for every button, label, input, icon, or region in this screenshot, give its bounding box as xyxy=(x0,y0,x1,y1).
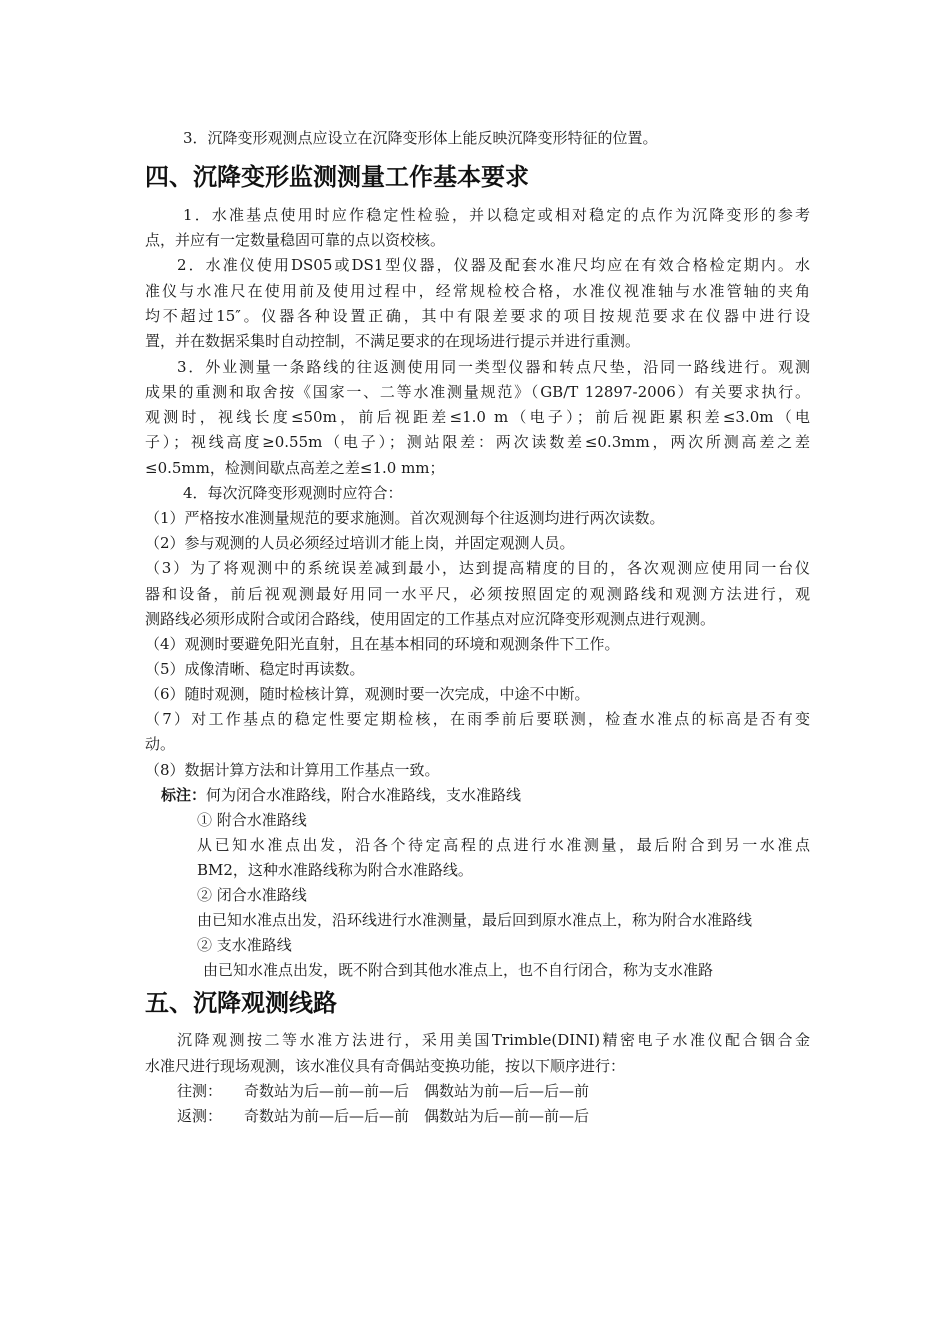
s4-p1-line-1: 1．水准基点使用时应作稳定性检验，并以稳定或相对稳定的点作为沉降变形的参考 xyxy=(183,206,810,224)
return-survey-line xyxy=(177,1106,589,1126)
s5-p1-line-2: 水准尺进行现场观测，该水准仪具有奇偶站变换功能，按以下顺序进行： xyxy=(145,1057,626,1075)
s4-p2-line-3: 均不超过15″。仪器各种设置正确，其中有限差要求的项目按规范要求在仪器中进行设 xyxy=(145,307,810,325)
requirement-item-6: （6）随时观测，随时检核计算，观测时要一次完成，中途不中断。 xyxy=(145,685,590,703)
s4-p3-line-4: 子）；视线高度≥0.55m（电子）；测站限差：两次读数差≤0.3mm，两次所测高差之差 xyxy=(145,433,810,451)
requirement-item-2: （2）参与观测的人员必须经过培训才能上岗，并固定观测人员。 xyxy=(145,534,575,552)
s4-p3-line-3: 观测时，视线长度≤50m，前后视距差≤1.0 m（电子）；前后视距累积差≤3.0m（电 xyxy=(145,408,810,426)
requirement-item-7-line-2: 动。 xyxy=(145,735,176,753)
route-1-text-line-2: BM2，这种水准路线称为附合水准路线。 xyxy=(197,861,473,879)
section-5-heading: 五、沉降观测线路 xyxy=(145,989,337,1017)
s4-p3-line-5: ≤0.5mm，检测间歇点高差之差≤1.0 mm； xyxy=(145,459,445,477)
s4-p1-line-2: 点，并应有一定数量稳固可靠的点以资校核。 xyxy=(145,231,446,249)
s5-p1-line-1: 沉降观测按二等水准方法进行，采用美国Trimble(DINI)精密电子水准仪配合铟合金 xyxy=(177,1031,810,1049)
s4-p3-line-2: 成果的重测和取舍按《国家一、二等水准测量规范》（GB/T 12897-2006）有关要求执行。 xyxy=(145,383,810,401)
return-label: 返测： xyxy=(177,1107,223,1125)
note-text: 何为闭合水准路线，附合水准路线，支水准路线 xyxy=(206,786,522,804)
requirement-item-5: （5）成像清晰、稳定时再读数。 xyxy=(145,660,365,678)
s4-p2-line-1: 2．水准仪使用DS05或DS1型仪器，仪器及配套水准尺均应在有效合格检定期内。水 xyxy=(177,256,810,274)
s4-p2-line-4: 置，并在数据采集时自动控制，不满足要求的在现场进行提示并进行重测。 xyxy=(145,332,641,350)
s4-p4-intro: 4．每次沉降变形观测时应符合： xyxy=(183,484,403,502)
forward-survey-line xyxy=(177,1081,589,1101)
requirement-item-3-line-3: 测路线必须形成附合或闭合路线，使用固定的工作基点对应沉降变形观测点进行观测。 xyxy=(145,610,716,628)
requirement-item-3-line-2: 器和设备，前后视观测最好用同一水平尺，必须按照固定的观测路线和观测方法进行，观 xyxy=(145,585,810,603)
route-2-title: ② 闭合水准路线 xyxy=(197,886,307,904)
forward-text: 奇数站为后—前—前—后 偶数站为前—后—后—前 xyxy=(244,1082,590,1100)
note-line xyxy=(161,785,521,805)
route-3-text: 由已知水准点出发，既不附合到其他水准点上，也不自行闭合，称为支水准路 xyxy=(203,961,714,979)
requirement-item-7-line-1: （7）对工作基点的稳定性要定期检核，在雨季前后要联测，检查水准点的标高是否有变 xyxy=(145,710,810,728)
observation-point-item: 3．沉降变形观测点应设立在沉降变形体上能反映沉降变形特征的位置。 xyxy=(183,129,658,147)
note-label: 标注： xyxy=(161,786,207,804)
route-2-text: 由已知水准点出发，沿环线进行水准测量，最后回到原水准点上，称为附合水准路线 xyxy=(197,911,753,929)
route-3-title: ② 支水准路线 xyxy=(197,936,292,954)
section-4-heading: 四、沉降变形监测测量工作基本要求 xyxy=(145,163,529,191)
requirement-item-8: （8）数据计算方法和计算用工作基点一致。 xyxy=(145,761,440,779)
s4-p3-line-1: 3．外业测量一条路线的往返测使用同一类型仪器和转点尺垫，沿同一路线进行。观测 xyxy=(177,358,810,376)
route-1-text-line-1: 从已知水准点出发，沿各个待定高程的点进行水准测量，最后附合到另一水准点 xyxy=(197,836,810,854)
requirement-item-1: （1）严格按水准测量规范的要求施测。首次观测每个往返测均进行两次读数。 xyxy=(145,509,665,527)
requirement-item-3-line-1: （3）为了将观测中的系统误差减到最小，达到提高精度的目的，各次观测应使用同一台仪 xyxy=(145,559,810,577)
requirement-item-4: （4）观测时要避免阳光直射，且在基本相同的环境和观测条件下工作。 xyxy=(145,635,620,653)
return-text: 奇数站为前—后—后—前 偶数站为后—前—前—后 xyxy=(244,1107,590,1125)
route-1-title: ① 附合水准路线 xyxy=(197,811,307,829)
s4-p2-line-2: 准仪与水准尺在使用前及使用过程中，经常规检校合格，水准仪视准轴与水准管轴的夹角 xyxy=(145,282,810,300)
forward-label: 往测： xyxy=(177,1082,223,1100)
